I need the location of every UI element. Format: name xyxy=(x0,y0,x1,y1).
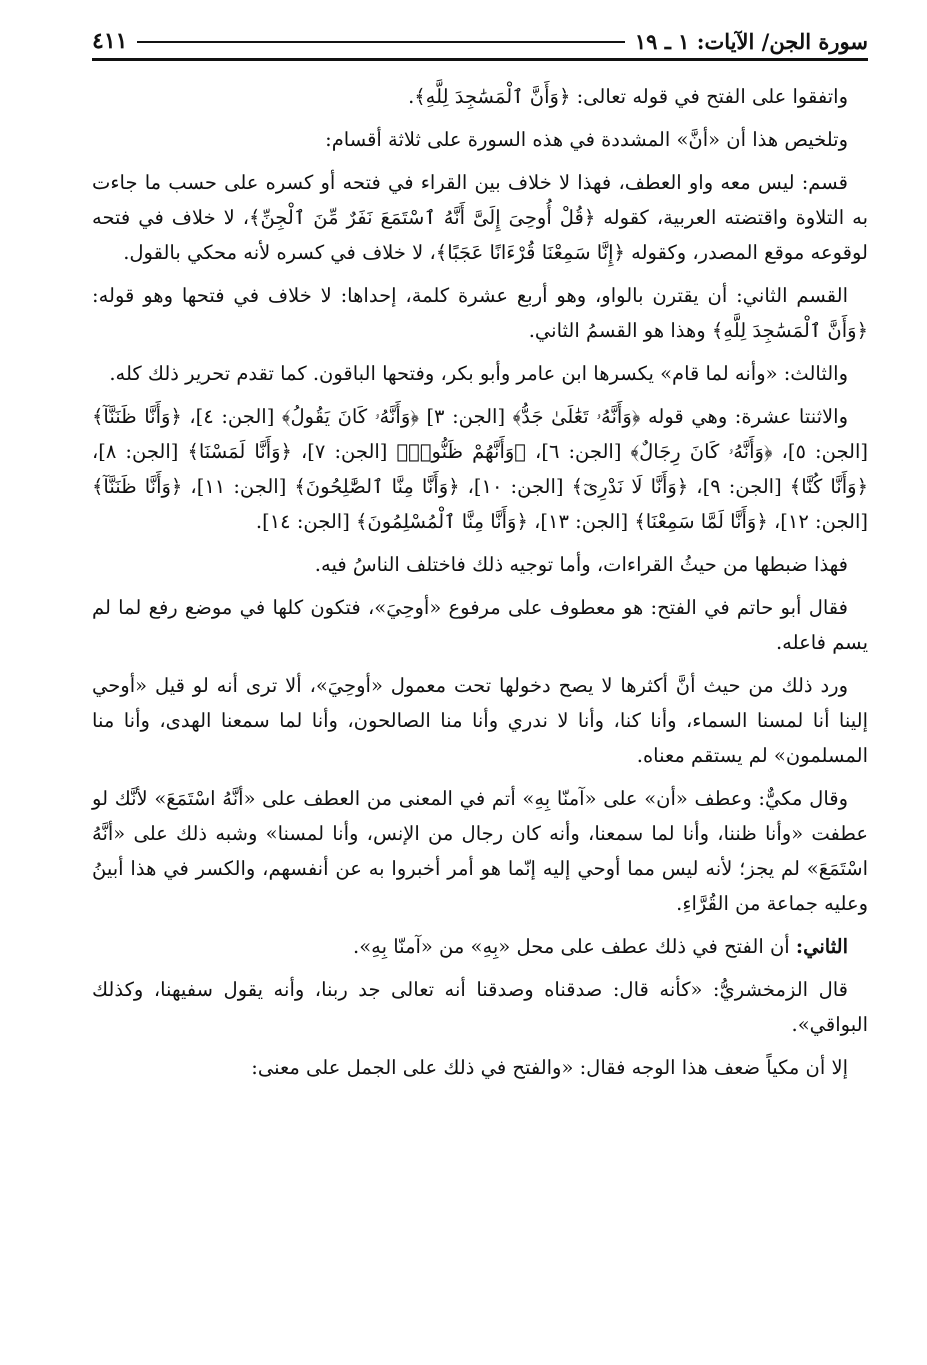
paragraph xyxy=(92,356,868,391)
running-header xyxy=(92,18,868,61)
surah-title: سورة الجن/ الآيات: ١ ـ ١٩ xyxy=(634,29,868,54)
paragraph-lead: الثاني: xyxy=(795,935,848,958)
page-number: ٤١١ xyxy=(92,28,128,54)
paragraph-text: فقال أبو حاتم في الفتح: هو معطوف على مرفوع «أوحِيَ»، فتكون كلها في موضع رفع لما لم يسم فاعله. xyxy=(92,596,868,654)
page-body xyxy=(92,79,868,1085)
paragraph xyxy=(92,165,868,270)
paragraph xyxy=(92,972,868,1042)
paragraph-text: أن الفتح في ذلك عطف على محل «بِهِ» من «آمنّا بِهِ». xyxy=(353,935,790,958)
paragraph-text: وتلخيص هذا أن «أنَّ» المشددة في هذه السورة على ثلاثة أقسام: xyxy=(325,128,848,151)
header-rule xyxy=(137,41,624,43)
paragraph xyxy=(92,590,868,660)
paragraph-text: واتفقوا على الفتح في قوله تعالى: ﴿وَأَنَّ ٱلْمَسَٰجِدَ لِلَّهِ﴾. xyxy=(408,85,848,108)
paragraph xyxy=(92,122,868,157)
paragraph-text: وقال مكيٌّ: وعطف «أن» على «آمنّا بِهِ» أتم في المعنى من العطف على «أنَّهُ اسْتَمَعَ» لأنَّك لو عطفت «وأنا ظننا، وأنا لما سمعنا، وأنه كان رجال من الإنس، وأنا لمسنا» وشبه ذلك على «أنَّهُ اسْتَمَعَ» لم يجز؛ لأنه ليس مما أوحي إليه إنّما هو أمر أخبروا به عن أنفسهم، والكسر في هذا أبينُ وعليه جماعة من القُرَّاءِ. xyxy=(92,787,868,915)
paragraph-text: فهذا ضبطها من حيثُ القراءات، وأما توجيه ذلك فاختلف الناسُ فيه. xyxy=(314,553,848,576)
paragraph-text: والاثنتا عشرة: وهي قوله ﴿وَأَنَّهُۥ تَعَٰلَىٰ جَدُّ﴾ [الجن: ٣] ﴿وَأَنَّهُۥ كَانَ يَقُولُ﴾ [الجن: ٤]، ﴿وَأَنَّا ظَنَنَّآ﴾ [الجن: ٥]، ﴿وَأَنَّهُۥ كَانَ رِجَالٌ﴾ [الجن: ٦]، ﴿وَأَنَّهُمْ ظَنُّوا۟﴾ [الجن: ٧]، ﴿وَأَنَّا لَمَسْنَا﴾ [الجن: ٨]، ﴿وَأَنَّا كُنَّا﴾ [الجن: ٩]، ﴿وَأَنَّا لَا نَدْرِىٓ﴾ [الجن: ١٠]، ﴿وَأَنَّا مِنَّا ٱلصَّٰلِحُونَ﴾ [الجن: ١١]، ﴿وَأَنَّا ظَنَنَّآ﴾ [الجن: ١٢]، ﴿وَأَنَّا لَمَّا سَمِعْنَا﴾ [الجن: ١٣]، ﴿وَأَنَّا مِنَّا ٱلْمُسْلِمُونَ﴾ [الجن: ١٤]. xyxy=(92,405,869,533)
paragraph-text: إلا أن مكياً ضعف هذا الوجه فقال: «والفتح في ذلك على الجمل على معنى: xyxy=(251,1056,848,1079)
paragraph-text: قسم: ليس معه واو العطف، فهذا لا خلاف بين القراء في فتحه أو كسره على حسب ما جاءت به التلاوة واقتضته العربية، كقوله ﴿قُلْ أُوحِىَ إِلَىَّ أَنَّهُ ٱسْتَمَعَ نَفَرٌ مِّنَ ٱلْجِنِّ﴾، لا خلاف في فتحه لوقوعه موقع المصدر، وكقوله ﴿إِنَّا سَمِعْنَا قُرْءَانًا عَجَبًا﴾، لا خلاف في كسره لأنه محكي بالقول. xyxy=(92,171,868,264)
paragraph-text: قال الزمخشريُّ: «كأنه قال: صدقناه وصدقنا أنه تعالى جد ربنا، وأنه يقول سفيهنا، وكذلك البواقي». xyxy=(92,978,868,1036)
paragraph-text: ورد ذلك من حيث أنَّ أكثرها لا يصح دخولها تحت معمول «أوحِيَ»، ألا ترى أنه لو قيل «أوحي إلينا أنا لمسنا السماء، وأنا كنا، وأنا لا ندري وأنا منا الصالحون، وأنا لما سمعنا الهدى، وأنا منا المسلمون» لم يستقم معناه. xyxy=(92,674,868,767)
paragraph xyxy=(92,781,868,921)
paragraph xyxy=(92,547,868,582)
paragraph xyxy=(92,1050,868,1085)
paragraph-text: والثالث: «وأنه لما قام» يكسرها ابن عامر وأبو بكر، وفتحها الباقون. كما تقدم تحرير ذلك كله. xyxy=(109,362,848,385)
book-page xyxy=(92,18,868,1093)
paragraph xyxy=(92,929,868,964)
paragraph xyxy=(92,278,868,348)
paragraph-text: القسم الثاني: أن يقترن بالواو، وهو أربع عشرة كلمة، إحداها: لا خلاف في فتحها وهو قوله: ﴿وَأَنَّ ٱلْمَسَٰجِدَ لِلَّهِ﴾ وهذا هو القسمُ الثاني. xyxy=(92,284,868,342)
paragraph xyxy=(92,668,868,773)
paragraph xyxy=(92,79,868,114)
paragraph xyxy=(92,399,868,539)
